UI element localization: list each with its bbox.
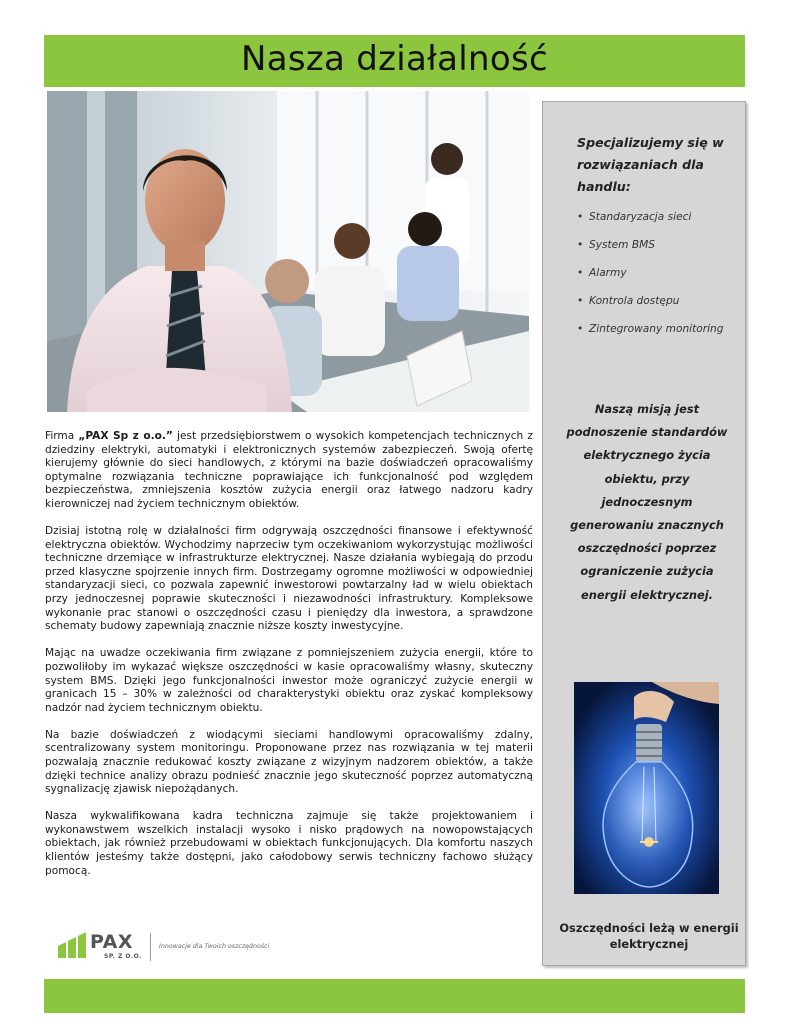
list-item: • Kontrola dostępu [577,294,737,309]
list-item: • Alarmy [577,266,737,281]
mission-statement: Naszą misją jest podnoszenie standardów elektrycznego życia obiektu, przy jednoczesnym generowaniu znacznych oszczędności poprzez ograniczenie zużycia energii elektrycznej. [566,402,728,602]
company-name: „PAX Sp z o.o.” [78,430,173,442]
body-text [45,430,533,892]
sidebar-caption: Oszczędności leżą w energii elektrycznej [559,921,739,951]
paragraph: Na bazie doświadczeń z wiodącymi sieciami handlowymi opracowaliśmy zdalny, scentralizowany system monitoringu. Proponowane przez nas rozwiązania w tej materii pozwalają znacznie redukować koszty związane z wizyjnym nadzorem obiektów, a także dzięki technice analizy obrazu podnieść znacznie jego skuteczność poprzez automatyczną sygnalizację zjawisk niepożądanych. [45,728,533,796]
list-item: • System BMS [577,238,737,253]
list-item: • Zintegrowany monitoring [577,322,737,337]
paragraph: Mając na uwadze oczekiwania firm związane z pomniejszeniem zużycia energii, które to pozwoliłoby im wykazać większe oszczędności w kasie opracowaliśmy własny, skuteczny system BMS. Dzięki jego funkcjonalności inwestor może ograniczyć zużycie energii w granicach 15 – 30% w zależności od charakterystyki obiektu oraz zyskać kompleksowy nadzór nad życiem technicznym obiektu. [45,647,533,714]
logo-subtitle: SP. Z O.O. [104,953,142,960]
paragraph: Nasza wykwalifikowana kadra techniczna zajmuje się także projektowaniem i wykonawstwem wszelkich instalacji wysoko i nisko prądowych na nowopowstających obiektach, jak również przebudowami w obiektach funkcjonujących. Dla komfortu naszych klientów jesteśmy także dostępni, jako całodobowy serwis techniczny fachowo służący pomocą. [45,810,533,877]
specialization-list [577,210,737,349]
logo-tagline: Innowacje dla Twoich oszczędności [159,943,270,950]
logo-word: PAX [90,931,134,953]
paragraph: Dzisiaj istotną rolę w działalności firm odgrywają oszczędności finansowe i efektywność elektryczna obiektów. Wychodzimy naprzeciw tym oczekiwaniom wykorzystując możliwości techniczne drzemiące w infrastrukturze elektrycznej. Nasze działania wybiegają do przodu przed klasyczne spojrzenie innych firm. Dostrzegamy ogromne możliwości w odpowiedniej standaryzacji sieci, co pozwala zapewnić inwestorowi powtarzalny ład w wielu obiektach przy jednoczesnej poprawie skuteczności i niezawodności infrastruktury. Kompleksowe wykonanie prac stanowi o oszczędności czasu i pieniędzy dla inwestora, a sprawdzone schematy budowy zapewniają znacznie niższe koszty inwestycyjne. [45,525,533,633]
sidebar-heading: Specjalizujemy się w rozwiązaniach dla handlu: [577,135,724,194]
lightbulb-photo [574,682,719,894]
logo-bars-icon [58,932,88,958]
footer-band [44,979,745,1013]
list-item: • Standaryzacja sieci [577,210,737,225]
hero-photo-illustration [47,91,529,412]
logo-divider [150,933,151,961]
sidebar [542,101,746,966]
company-logo [58,930,298,966]
lightbulb-illustration [574,682,719,894]
paragraph: Firma „PAX Sp z o.o.” jest przedsiębiorstwem o wysokich kompetencjach technicznych z dziedziny elektryki, automatyki i elektronicznych systemów zabezpieczeń. Swoją ofertę kierujemy głównie do sieci handlowych, z którymi na bazie doświadczeń opracowaliśmy optymalne rozwiązania techniczne poprawiające ich funkcjonalność pod względem bezpieczeństwa, zmniejszenia kosztów zużycia energii oraz łatwego nadzoru kadry kierowniczej nad życiem technicznym obiektów. [45,430,533,510]
hero-photo [47,91,529,412]
header-band [44,35,745,87]
page-title: Nasza działalność [241,39,548,79]
